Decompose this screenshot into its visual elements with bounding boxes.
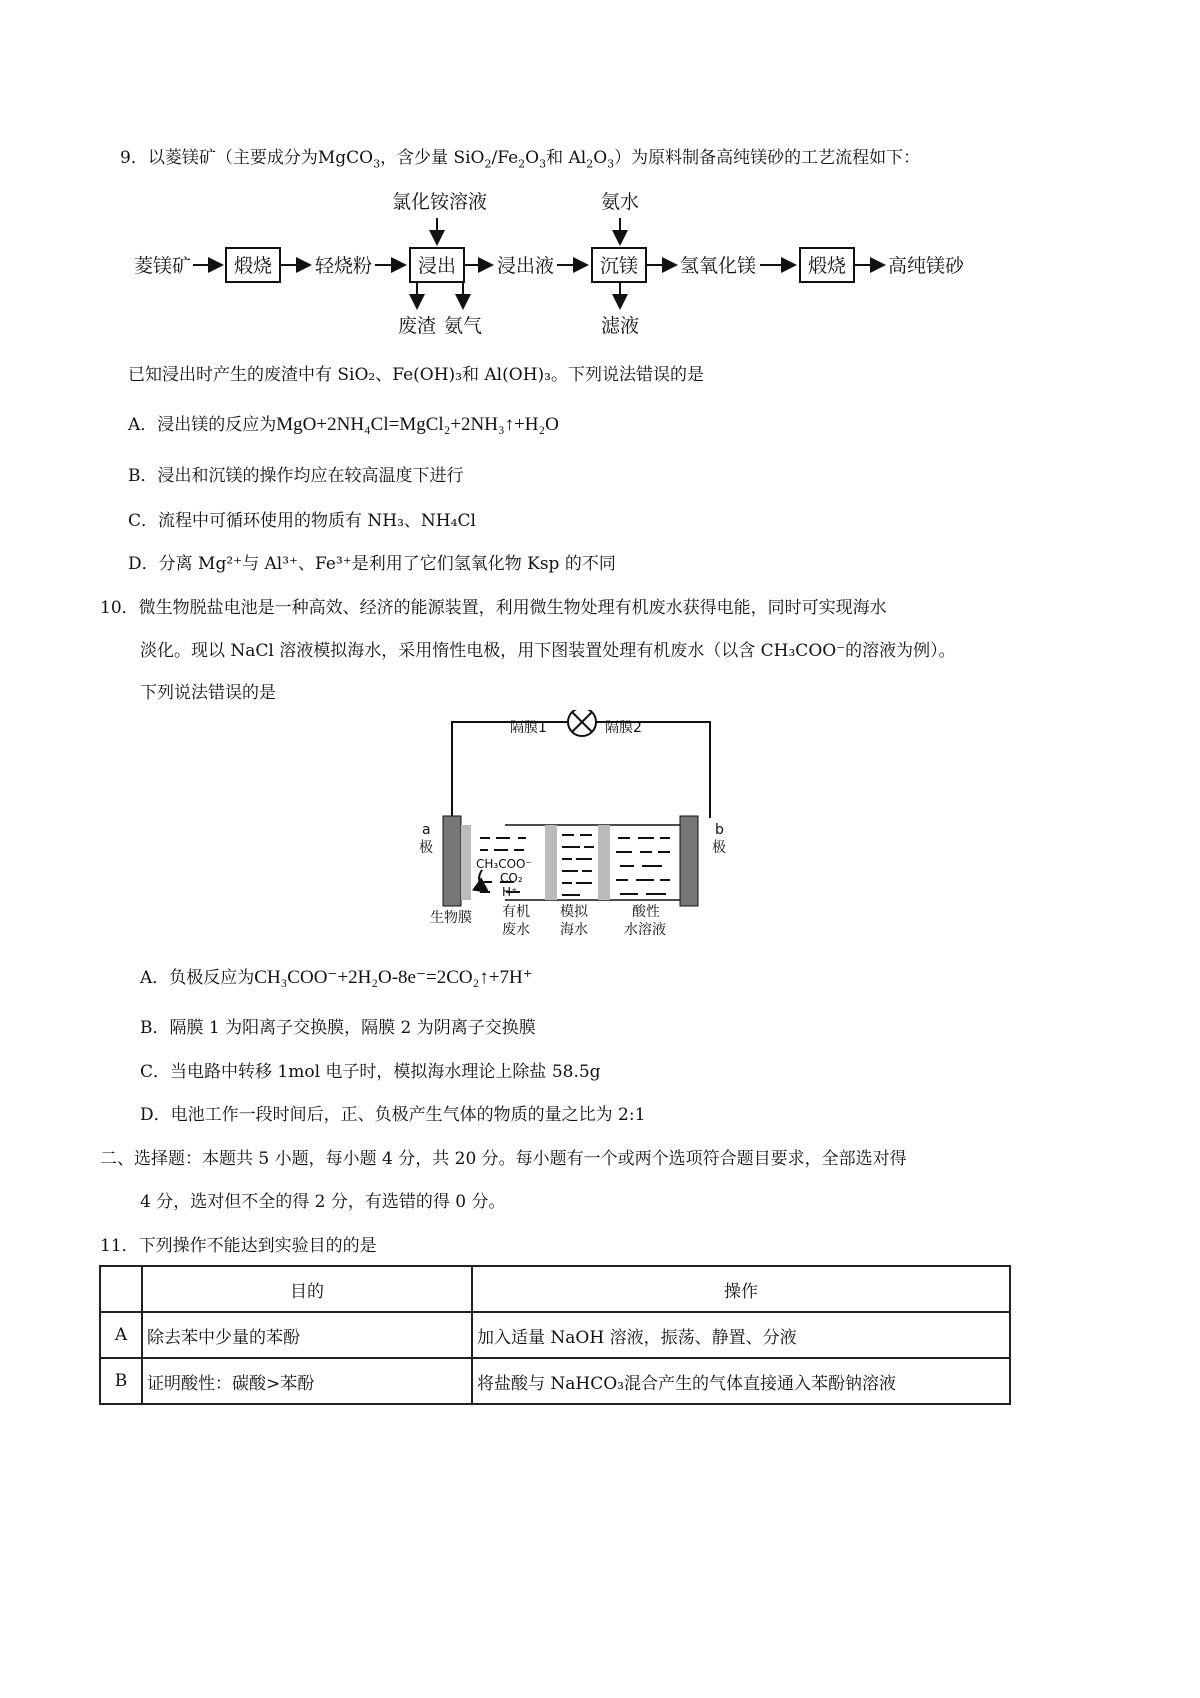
biofilm xyxy=(461,825,471,900)
row-purpose: 证明酸性：碳酸>苯酚 xyxy=(142,1358,472,1404)
header-operation: 操作 xyxy=(472,1266,1010,1312)
q9-option-d: D．分离 Mg²⁺与 Al³⁺、Fe³⁺是利用了它们氢氧化物 Ksp 的不同 xyxy=(128,554,616,574)
q11-stem: 11．下列操作不能达到实验目的的是 xyxy=(100,1236,377,1256)
flow-leach-input: 氯化铵溶液 xyxy=(392,191,488,213)
electrode-b xyxy=(680,816,698,906)
label-a: a xyxy=(422,822,431,838)
q9-stem: 9．以菱镁矿（主要成分为MgCO$_3$，含少量 $SiO_2/Fe_2O_3$和 $Al_2O_3$）为原料制备高纯镁砂的工艺流程如下： xyxy=(120,148,921,171)
label-b: b xyxy=(715,822,724,838)
q9-option-b: B．浸出和沉镁的操作均应在较高温度下进行 xyxy=(128,466,464,486)
flow-light-powder: 轻烧粉 xyxy=(315,255,373,277)
flow-calcine-2: 煅烧 xyxy=(808,255,847,277)
header-cell xyxy=(100,1266,142,1312)
membrane-1 xyxy=(545,825,557,900)
label-sea-2: 海水 xyxy=(560,922,588,938)
battery-diagram xyxy=(410,710,730,950)
label-organic-1: 有机 xyxy=(502,904,530,920)
label-sea-1: 模拟 xyxy=(560,904,588,920)
label-membrane-1: 隔膜1 xyxy=(510,720,547,736)
row-operation: 加入适量 NaOH 溶液，振荡、静置、分液 xyxy=(472,1312,1010,1358)
flow-ammonia-water: 氨水 xyxy=(601,191,640,213)
q10-option-d: D．电池工作一段时间后，正、负极产生气体的物质的量之比为 2:1 xyxy=(140,1105,646,1125)
label-organic-2: 废水 xyxy=(502,922,530,938)
table-row xyxy=(100,1312,1010,1358)
q10-stem-1: 10．微生物脱盐电池是一种高效、经济的能源装置，利用微生物处理有机废水获得电能，同时可实现海水 xyxy=(100,598,887,618)
flow-product: 高纯镁砂 xyxy=(888,255,965,277)
flow-precip: 沉镁 xyxy=(600,255,639,277)
q9-option-a: A．浸出镁的反应为MgO+2NH₄Cl=MgCl₂+2NH₃↑+H₂O xyxy=(128,414,559,435)
table-header-row xyxy=(100,1266,1010,1312)
label-acid-1: 酸性 xyxy=(632,904,660,920)
electrode-a xyxy=(443,816,461,906)
label-h: H⁺ xyxy=(502,885,518,899)
label-biofilm: 生物膜 xyxy=(430,910,472,926)
flow-filtrate: 滤液 xyxy=(601,315,640,337)
q10-stem-2: 淡化。现以 NaCl 溶液模拟海水，采用惰性电极，用下图装置处理有机废水（以含 CH₃COO⁻的溶液为例）。 xyxy=(140,641,956,661)
flow-calcine-1: 煅烧 xyxy=(234,255,273,277)
label-co2: CO₂ xyxy=(500,871,523,885)
flow-leach: 浸出 xyxy=(418,255,457,277)
label-a-pole: 极 xyxy=(419,840,433,856)
label-acid-2: 水溶液 xyxy=(624,922,666,938)
process-flow-diagram xyxy=(120,180,990,345)
q10-option-c: C．当电路中转移 1mol 电子时，模拟海水理论上除盐 58.5g xyxy=(140,1062,601,1082)
row-operation: 将盐酸与 NaHCO₃混合产生的气体直接通入苯酚钠溶液 xyxy=(472,1358,1010,1404)
section-2-line-1: 二、选择题：本题共 5 小题，每小题 4 分，共 20 分。每小题有一个或两个选项符合题目要求，全部选对得 xyxy=(100,1149,907,1169)
label-b-pole: 极 xyxy=(712,840,726,856)
section-2-line-2: 4 分，选对但不全的得 2 分，有选错的得 0 分。 xyxy=(140,1192,506,1212)
q11-table xyxy=(99,1265,1011,1405)
row-purpose: 除去苯中少量的苯酚 xyxy=(142,1312,472,1358)
q10-option-b: B．隔膜 1 为阳离子交换膜，隔膜 2 为阴离子交换膜 xyxy=(140,1018,536,1038)
table-row xyxy=(100,1358,1010,1404)
q9-option-c: C．流程中可循环使用的物质有 NH₃、NH₄Cl xyxy=(128,511,476,531)
flow-mg-hydroxide: 氢氧化镁 xyxy=(680,255,757,277)
row-label: A xyxy=(100,1312,142,1358)
row-label: B xyxy=(100,1358,142,1404)
q9-known: 已知浸出时产生的废渣中有 SiO₂、Fe(OH)₃和 Al(OH)₃。下列说法错误的是 xyxy=(128,365,704,385)
membrane-2 xyxy=(598,825,610,900)
q10-option-a: A．负极反应为CH₃COO⁻+2H₂O-8e⁻=2CO₂↑+7H⁺ xyxy=(140,967,533,988)
flow-residue: 废渣 xyxy=(398,315,437,337)
label-membrane-2: 隔膜2 xyxy=(605,720,642,736)
header-purpose: 目的 xyxy=(142,1266,472,1312)
q10-stem-3: 下列说法错误的是 xyxy=(140,683,276,703)
flow-raw: 菱镁矿 xyxy=(134,255,192,277)
flow-ammonia-gas: 氨气 xyxy=(444,315,483,337)
flow-leachate: 浸出液 xyxy=(497,255,555,277)
label-acetate: CH₃COO⁻ xyxy=(476,857,532,871)
